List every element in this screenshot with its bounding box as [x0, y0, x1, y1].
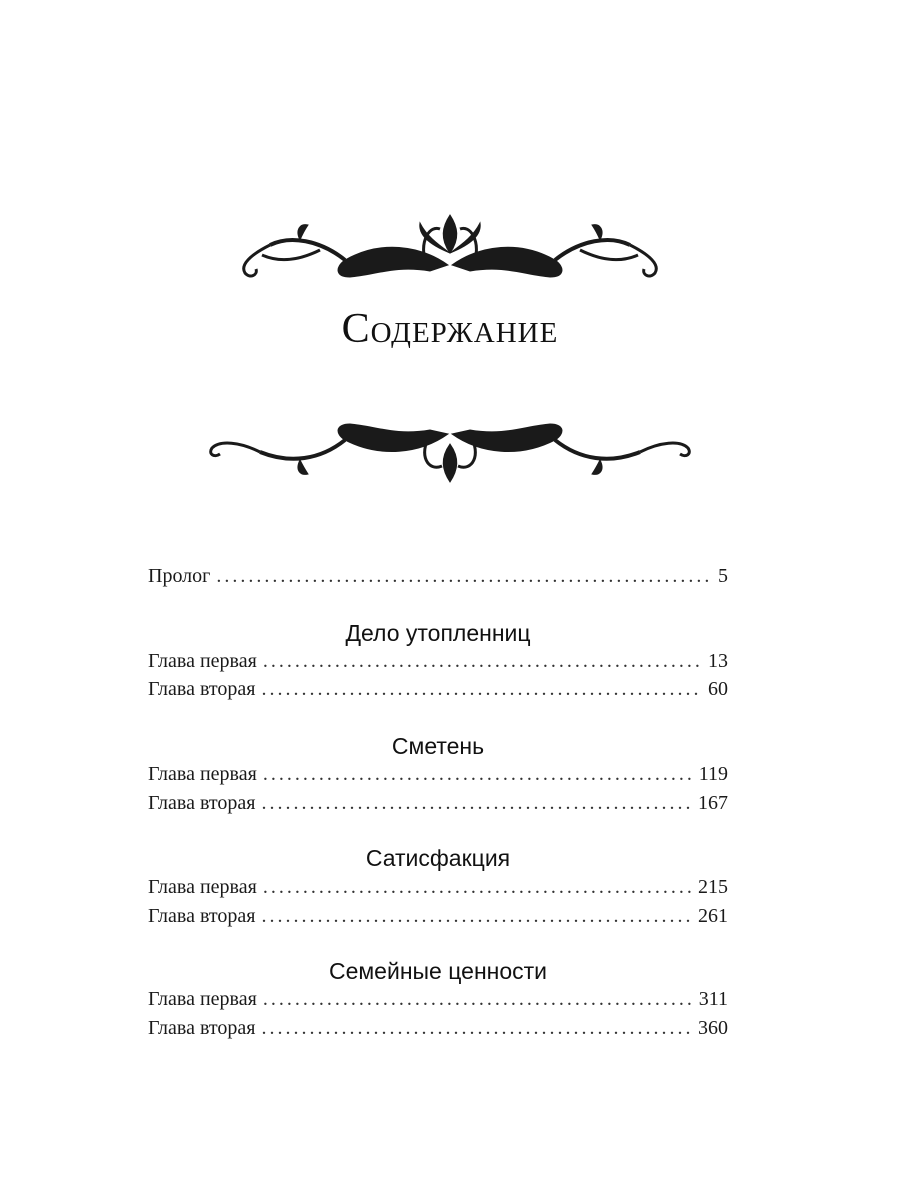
toc-entry[interactable]: [148, 905, 728, 933]
section-title: Сатисфакция: [365, 845, 511, 871]
dot-leader: [261, 678, 702, 701]
toc-entry-page: 13: [708, 650, 728, 672]
toc-entry-label: Глава первая: [148, 876, 257, 898]
dot-leader: [263, 650, 702, 673]
dot-leader: [261, 792, 692, 815]
section-title: Семейные ценности: [328, 958, 548, 984]
dot-leader: [263, 876, 692, 899]
section-title: Дело утопленниц: [345, 620, 531, 646]
toc-entry[interactable]: [148, 650, 728, 678]
toc-entry-label: Глава вторая: [148, 1017, 256, 1039]
toc-entry-page: 261: [698, 905, 728, 927]
toc-entry[interactable]: [148, 763, 728, 791]
toc-entry-page: 60: [708, 678, 728, 700]
dot-leader: [263, 988, 693, 1011]
section-title: Сметень: [391, 733, 485, 759]
bottom-flourish-ornament: [0, 400, 900, 490]
toc-entry-label: Глава вторая: [148, 905, 256, 927]
flourish-icon: [0, 205, 900, 295]
toc-entry-label: Глава вторая: [148, 678, 256, 700]
toc-entry-page: 360: [698, 1017, 728, 1039]
toc-entry-page: 167: [698, 792, 728, 814]
toc-entry-page: 311: [698, 988, 728, 1010]
toc-entry-label: Глава первая: [148, 988, 257, 1010]
toc-entry-page: 215: [698, 876, 728, 898]
toc-entry-prologue[interactable]: [148, 565, 728, 593]
dot-leader: [263, 763, 693, 786]
toc-entry-label: Глава вторая: [148, 792, 256, 814]
flourish-icon: [0, 400, 900, 490]
toc-entry[interactable]: [148, 792, 728, 820]
toc-entry-page: 5: [718, 565, 728, 587]
toc-entry[interactable]: [148, 876, 728, 904]
toc-entry[interactable]: [148, 678, 728, 706]
page-title: Содержание: [341, 306, 559, 352]
toc-entry-label: Глава первая: [148, 650, 257, 672]
toc-entry[interactable]: [148, 988, 728, 1016]
toc-entry[interactable]: [148, 1017, 728, 1045]
toc-entry-label: Глава первая: [148, 763, 257, 785]
dot-leader: [261, 1017, 692, 1040]
toc-entry-label: Пролог: [148, 565, 211, 587]
top-flourish-ornament: [0, 205, 900, 295]
dot-leader: [216, 565, 712, 588]
toc-entry-page: 119: [698, 763, 728, 785]
dot-leader: [261, 905, 692, 928]
